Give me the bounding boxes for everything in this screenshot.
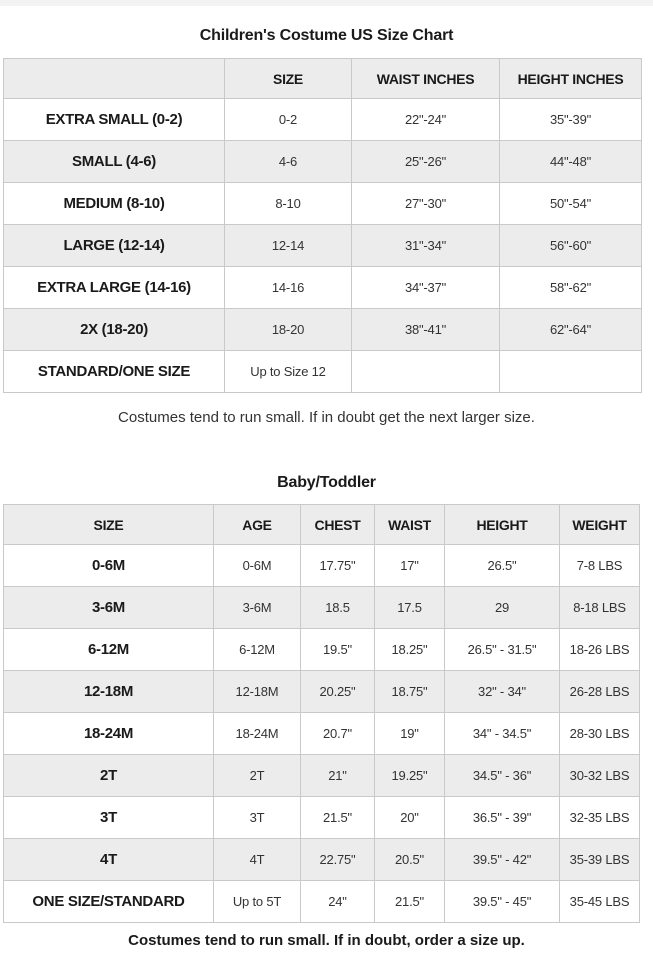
weight-cell: 7-8 LBS — [560, 545, 640, 587]
age-cell: 4T — [214, 839, 301, 881]
header-cell: HEIGHT — [445, 505, 560, 545]
size-cell: 14-16 — [225, 267, 352, 309]
size-label-cell: 2T — [4, 755, 214, 797]
chest-cell: 17.75" — [301, 545, 375, 587]
chest-cell: 21" — [301, 755, 375, 797]
waist-cell: 31"-34" — [352, 225, 500, 267]
table-row — [4, 629, 640, 671]
size-label-cell: 4T — [4, 839, 214, 881]
height-cell: 26.5" - 31.5" — [445, 629, 560, 671]
header-cell: WAIST — [375, 505, 445, 545]
table-row — [4, 755, 640, 797]
table-row — [4, 839, 640, 881]
table-row — [4, 881, 640, 923]
table-row — [4, 183, 642, 225]
chest-cell: 24" — [301, 881, 375, 923]
table-row — [4, 545, 640, 587]
header-cell: AGE — [214, 505, 301, 545]
height-cell: 50"-54" — [500, 183, 642, 225]
height-cell: 32" - 34" — [445, 671, 560, 713]
size-label-cell: 18-24M — [4, 713, 214, 755]
chest-cell: 21.5" — [301, 797, 375, 839]
table-row — [4, 99, 642, 141]
waist-cell: 18.25" — [375, 629, 445, 671]
size-cell: 4-6 — [225, 141, 352, 183]
size-label-cell: ONE SIZE/STANDARD — [4, 881, 214, 923]
header-cell: WAIST INCHES — [352, 59, 500, 99]
waist-cell: 17.5 — [375, 587, 445, 629]
header-cell: SIZE — [4, 505, 214, 545]
table-header-row — [4, 505, 640, 545]
size-cell: 0-2 — [225, 99, 352, 141]
kids-chart-title: Children's Costume US Size Chart — [199, 27, 454, 44]
height-cell: 56"-60" — [500, 225, 642, 267]
waist-cell: 20" — [375, 797, 445, 839]
baby-chart-note: Costumes tend to run small. If in doubt, order a size up. — [128, 932, 525, 949]
height-cell: 44"-48" — [500, 141, 642, 183]
waist-cell: 19" — [375, 713, 445, 755]
chest-cell: 18.5 — [301, 587, 375, 629]
age-cell: 0-6M — [214, 545, 301, 587]
age-cell: 3-6M — [214, 587, 301, 629]
weight-cell: 32-35 LBS — [560, 797, 640, 839]
table-row — [4, 587, 640, 629]
age-cell: Up to 5T — [214, 881, 301, 923]
size-label-cell: SMALL (4-6) — [4, 141, 225, 183]
height-cell: 36.5" - 39" — [445, 797, 560, 839]
height-cell: 29 — [445, 587, 560, 629]
table-row — [4, 797, 640, 839]
waist-cell: 22"-24" — [352, 99, 500, 141]
age-cell: 3T — [214, 797, 301, 839]
waist-cell: 19.25" — [375, 755, 445, 797]
baby-size-chart-table — [3, 504, 640, 923]
weight-cell: 30-32 LBS — [560, 755, 640, 797]
height-cell: 62"-64" — [500, 309, 642, 351]
header-cell — [4, 59, 225, 99]
size-label-cell: 0-6M — [4, 545, 214, 587]
height-cell: 58"-62" — [500, 267, 642, 309]
header-cell: WEIGHT — [560, 505, 640, 545]
table-row — [4, 267, 642, 309]
weight-cell: 35-39 LBS — [560, 839, 640, 881]
waist-cell: 38"-41" — [352, 309, 500, 351]
waist-cell: 25"-26" — [352, 141, 500, 183]
height-cell: 39.5" - 42" — [445, 839, 560, 881]
weight-cell: 18-26 LBS — [560, 629, 640, 671]
table-row — [4, 141, 642, 183]
kids-size-chart-table — [3, 58, 642, 393]
size-label-cell: EXTRA SMALL (0-2) — [4, 99, 225, 141]
header-cell: HEIGHT INCHES — [500, 59, 642, 99]
chest-cell: 19.5" — [301, 629, 375, 671]
height-cell: 39.5" - 45" — [445, 881, 560, 923]
weight-cell: 8-18 LBS — [560, 587, 640, 629]
kids-chart-note: Costumes tend to run small. If in doubt get the next larger size. — [118, 409, 535, 426]
age-cell: 18-24M — [214, 713, 301, 755]
table-row — [4, 351, 642, 393]
size-label-cell: STANDARD/ONE SIZE — [4, 351, 225, 393]
height-cell: 35"-39" — [500, 99, 642, 141]
header-cell: SIZE — [225, 59, 352, 99]
age-cell: 6-12M — [214, 629, 301, 671]
chest-cell: 20.25" — [301, 671, 375, 713]
size-label-cell: 12-18M — [4, 671, 214, 713]
weight-cell: 28-30 LBS — [560, 713, 640, 755]
size-cell: 18-20 — [225, 309, 352, 351]
waist-cell: 20.5" — [375, 839, 445, 881]
waist-cell: 27"-30" — [352, 183, 500, 225]
baby-chart-title: Baby/Toddler — [277, 474, 376, 491]
table-row — [4, 309, 642, 351]
size-label-cell: 3T — [4, 797, 214, 839]
age-cell: 2T — [214, 755, 301, 797]
height-cell — [500, 351, 642, 393]
weight-cell: 26-28 LBS — [560, 671, 640, 713]
chest-cell: 20.7" — [301, 713, 375, 755]
waist-cell: 18.75" — [375, 671, 445, 713]
header-cell: CHEST — [301, 505, 375, 545]
waist-cell: 34"-37" — [352, 267, 500, 309]
top-divider — [0, 0, 653, 6]
waist-cell — [352, 351, 500, 393]
table-header-row — [4, 59, 642, 99]
size-label-cell: EXTRA LARGE (14-16) — [4, 267, 225, 309]
chest-cell: 22.75" — [301, 839, 375, 881]
size-cell: 8-10 — [225, 183, 352, 225]
size-cell: 12-14 — [225, 225, 352, 267]
waist-cell: 21.5" — [375, 881, 445, 923]
age-cell: 12-18M — [214, 671, 301, 713]
table-row — [4, 671, 640, 713]
table-row — [4, 713, 640, 755]
size-label-cell: 2X (18-20) — [4, 309, 225, 351]
size-label-cell: LARGE (12-14) — [4, 225, 225, 267]
waist-cell: 17" — [375, 545, 445, 587]
size-cell: Up to Size 12 — [225, 351, 352, 393]
size-label-cell: 3-6M — [4, 587, 214, 629]
size-label-cell: 6-12M — [4, 629, 214, 671]
weight-cell: 35-45 LBS — [560, 881, 640, 923]
size-label-cell: MEDIUM (8-10) — [4, 183, 225, 225]
height-cell: 34.5" - 36" — [445, 755, 560, 797]
table-row — [4, 225, 642, 267]
height-cell: 26.5" — [445, 545, 560, 587]
height-cell: 34" - 34.5" — [445, 713, 560, 755]
